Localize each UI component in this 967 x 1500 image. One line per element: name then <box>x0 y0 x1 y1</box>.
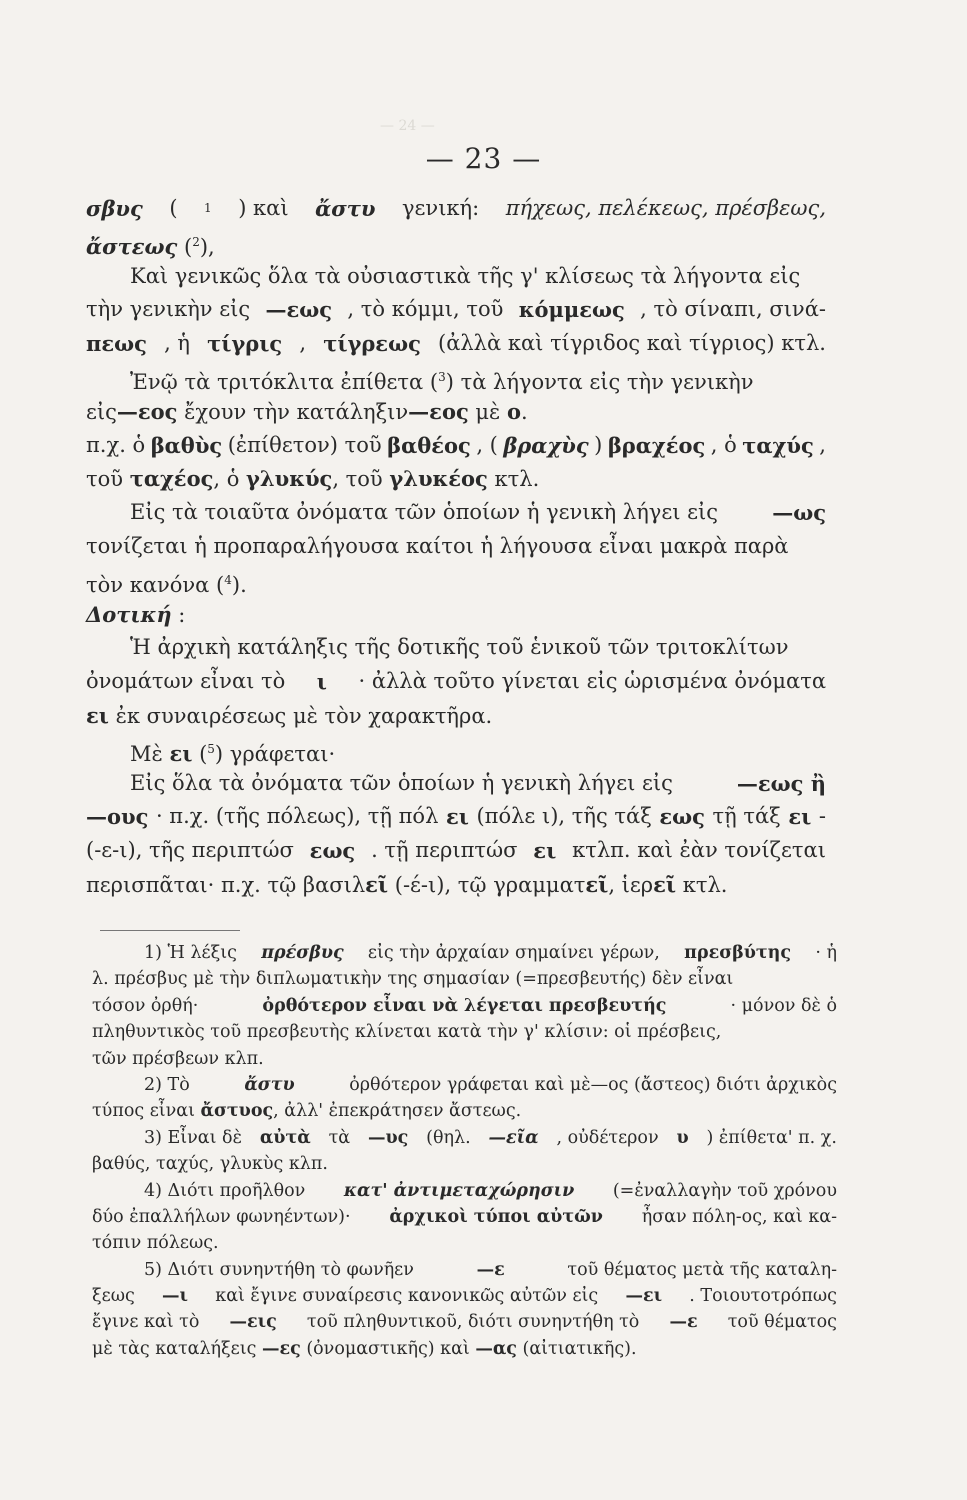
footnote-line <box>92 1072 837 1098</box>
bleed-through-text: — 24 — <box>380 118 435 134</box>
footnote-line <box>92 1204 837 1230</box>
text-run: βαθὺς <box>150 432 223 458</box>
text-run: 1) Ἡ λέξις <box>144 943 237 963</box>
text-run: ὀρθότερον εἶναι νὰ λέγεται πρεσβευτής <box>262 995 667 1016</box>
footnote-ref: 2 <box>192 234 200 249</box>
text-run: κόμμεως <box>518 297 625 323</box>
text-run: ο <box>507 398 522 424</box>
text-run: , <box>299 331 307 356</box>
text-run: ) γράφεται· <box>214 741 336 766</box>
text-run: · π.χ. (τῆς πόλεως), τῇ πόλ <box>155 804 439 829</box>
text-run: κτλ. <box>676 872 728 897</box>
body-line <box>86 496 826 530</box>
text-run: —εως <box>265 297 333 323</box>
body-line <box>86 665 826 699</box>
text-run: , τὸ κόμμι, τοῦ <box>347 297 504 322</box>
text-run: ταχύς <box>742 432 814 458</box>
text-run: —υς <box>367 1127 409 1148</box>
text-run: (ὀνομαστικῆς) καὶ <box>300 1338 476 1359</box>
text-run: ), <box>199 234 215 259</box>
body-line <box>86 192 826 226</box>
text-run: εἰς <box>86 399 117 424</box>
body-line <box>86 361 826 395</box>
text-run: τίγρεως <box>323 331 421 357</box>
text-run: τοῦ θέματος μετὰ τῆς καταλη- <box>567 1259 837 1280</box>
text-run: . <box>521 399 528 424</box>
text-run: Ἐνῷ τὰ τριτόκλιτα ἐπίθετα ( <box>130 369 439 394</box>
text-run: εως <box>659 804 705 830</box>
text-run: , τοῦ <box>332 467 390 492</box>
text-run: —ες <box>261 1338 301 1359</box>
text-run: εως <box>309 838 356 864</box>
text-run: · ἡ <box>815 943 837 963</box>
body-line <box>86 395 826 429</box>
footnote-ref: 5 <box>207 741 215 756</box>
text-run: - <box>818 804 826 829</box>
body-line <box>86 327 826 361</box>
text-run: καὶ ἔγινε συναίρεσις κανονικῶς αὐτῶν εἰς <box>215 1286 599 1307</box>
footnote-ref: 1 <box>204 201 212 215</box>
text-run: (ἀλλὰ καὶ τίγριδος καὶ τίγριος) κτλ. <box>438 331 826 356</box>
text-run: τίγρις <box>207 331 283 357</box>
text-run: 3) Εἶναι δὲ <box>144 1127 242 1148</box>
text-run: —ε <box>669 1312 698 1333</box>
text-run: —ας <box>475 1338 517 1359</box>
page-number: — 23 — <box>425 142 542 175</box>
text-run: ( <box>192 741 208 766</box>
body-line <box>86 226 826 260</box>
text-run: 5) Διότι συνηντήθη τὸ φωνῆεν <box>144 1259 414 1280</box>
text-run: · μόνον δὲ ὁ <box>730 995 837 1016</box>
text-run: —ως <box>772 500 826 526</box>
text-run: τοῦ θέματος <box>727 1312 837 1333</box>
footnote-ref: 3 <box>438 369 446 384</box>
text-run: λ. πρέσβυς μὲ τὴν διπλωματικὴν της σημασίαν (=πρεσβευτής) δὲν εἶναι <box>92 969 734 990</box>
text-run: γλυκύς <box>246 466 333 492</box>
text-run: ( <box>169 196 178 220</box>
text-run: ἄστυος <box>200 1101 274 1122</box>
text-run: ( <box>177 234 193 259</box>
text-run: , τὸ σίναπι, σινά- <box>640 297 826 322</box>
text-run: ἄστυ <box>244 1074 295 1095</box>
text-run: Μὲ <box>130 741 170 766</box>
text-run: ξεως <box>92 1286 135 1307</box>
text-run: τόσον ὀρθή· <box>92 995 199 1016</box>
text-run: (ἐπίθετον) τοῦ <box>227 432 382 457</box>
text-run: ) <box>594 432 603 457</box>
text-run: (πόλε ι), τῆς τάξ <box>476 804 652 829</box>
footnote-line <box>92 1098 837 1124</box>
body-line <box>86 429 826 463</box>
text-run: —εις <box>229 1312 277 1333</box>
footnote-line <box>92 966 837 992</box>
text-run: —ι <box>162 1286 188 1307</box>
text-run: κτλ. <box>487 467 540 492</box>
footnote-line <box>92 1283 837 1309</box>
body-line <box>86 564 826 598</box>
footnote-line <box>92 993 837 1019</box>
footnote-line <box>92 1178 837 1204</box>
footnote-line <box>92 1019 837 1045</box>
text-run: · ἀλλὰ τοῦτο γίνεται εἰς ὡρισμένα ὀνόματα <box>358 669 826 694</box>
text-run: Ἡ ἀρχικὴ κατάληξις τῆς δοτικῆς τοῦ ἑνικοῦ τῶν τριτοκλίτων <box>130 635 789 660</box>
text-run: βαθέος <box>387 432 471 458</box>
text-run: , ἀλλ' ἐπεκράτησεν ἄστεως. <box>273 1101 522 1122</box>
footnote-line <box>92 1309 837 1335</box>
text-run: εῖ <box>365 871 389 897</box>
footnote-line <box>92 940 837 966</box>
text-run: ) τὰ λήγοντα εἰς τὴν γενικὴν <box>445 369 754 394</box>
text-run: , ὁ <box>213 467 247 492</box>
text-run: βραχέος <box>607 432 706 458</box>
text-run: αὐτὰ <box>259 1127 311 1148</box>
text-run: —ει <box>625 1286 663 1307</box>
text-run: Εἰς ὅλα τὰ ὀνόματα τῶν ὁποίων ἡ γενικὴ λήγει εἰς <box>130 770 673 795</box>
text-run: ). <box>231 572 247 597</box>
text-run: ει <box>169 740 193 766</box>
text-run: πρέσβυς <box>261 943 344 963</box>
text-run: π.χ. ὁ <box>86 432 146 457</box>
text-run: ἄστεως <box>86 233 178 259</box>
text-run: βαθύς, ταχύς, γλυκὺς κλπ. <box>92 1154 328 1175</box>
text-run: . Τοιουτοτρόπως <box>689 1286 837 1307</box>
footnote-line <box>92 1336 837 1362</box>
text-run: γενική: <box>402 196 480 220</box>
text-run: : <box>171 602 186 627</box>
body-line <box>86 800 826 834</box>
text-run: , <box>819 432 826 457</box>
text-run: πεως <box>86 331 147 357</box>
body-line <box>86 598 826 632</box>
text-run: ἄστυ <box>315 196 376 221</box>
body-line <box>86 834 826 868</box>
text-run: ἀρχικοὶ τύποι αὐτῶν <box>389 1206 603 1227</box>
text-run: σβυς <box>86 196 143 221</box>
text-run: ὀνομάτων εἶναι τὸ <box>86 669 286 694</box>
text-run: εῖ <box>653 871 677 897</box>
footnote-line <box>92 1151 837 1177</box>
text-run: ι <box>316 669 327 695</box>
text-run: πληθυντικὸς τοῦ πρεσβευτὴς κλίνεται κατὰ τὴν γ' κλίσιν: οἱ πρέσβεις, <box>92 1022 722 1043</box>
footnote-line <box>92 1125 837 1151</box>
text-run: , ὁ <box>710 432 737 457</box>
body-line <box>86 733 826 767</box>
text-run: ) ἐπίθετα' π. χ. <box>706 1127 837 1148</box>
text-run: —εος <box>408 398 469 424</box>
text-run: ει <box>533 838 557 864</box>
text-run: περισπᾶται· π.χ. τῷ βασιλ <box>86 872 366 897</box>
text-run: τὸν κανόνα ( <box>86 572 225 597</box>
text-run: μὲ <box>468 399 508 424</box>
body-line <box>86 293 826 327</box>
text-run: υ <box>676 1127 689 1148</box>
text-run: ἦσαν πόλη-ος, καὶ κα- <box>641 1206 837 1227</box>
footnote-divider <box>100 930 240 931</box>
text-run: Δοτική <box>86 601 172 627</box>
text-run: ὀρθότερον γράφεται καὶ μὲ—ος (ἄστεος) διότι ἀρχικὸς <box>349 1074 837 1095</box>
body-line <box>86 699 826 733</box>
footnote-line <box>92 1046 837 1072</box>
body-line <box>86 868 826 902</box>
text-run: εἰς τὴν ἀρχαίαν σημαίνει γέρων, <box>367 943 660 963</box>
text-run: βραχὺς <box>503 432 589 458</box>
text-run: ἐκ συναιρέσεως μὲ τὸν χαρακτῆρα. <box>108 703 493 728</box>
text-run: Καὶ γενικῶς ὅλα τὰ οὐσιαστικὰ τῆς γ' κλίσεως τὰ λήγοντα εἰς <box>130 263 801 288</box>
text-run: ἔχουν τὴν κατάληξιν <box>177 399 409 424</box>
body-line <box>86 530 826 564</box>
text-run: δύο ἐπαλλήλων φωνηέντων)· <box>92 1206 351 1227</box>
text-run: τοῦ πληθυντικοῦ, διότι συνηντήθη τὸ <box>306 1312 640 1333</box>
text-run: ει <box>445 804 469 830</box>
text-run: ει <box>86 702 109 728</box>
text-run: , ἱερ <box>608 872 654 897</box>
text-run: Εἰς τὰ τοιαῦτα ὀνόματα τῶν ὁποίων ἡ γενικὴ λήγει εἰς <box>130 500 718 525</box>
text-run: γλυκέος <box>389 466 488 492</box>
body-line <box>86 631 826 665</box>
text-run: —εος <box>116 398 178 424</box>
text-run: ταχέος <box>129 466 214 492</box>
text-run: —ους <box>86 804 149 830</box>
text-run: τὰ <box>328 1127 351 1148</box>
text-run: . τῇ περιπτώσ <box>371 838 518 863</box>
text-run: τῶν πρέσβεων κλπ. <box>92 1048 264 1069</box>
text-run: ἔγινε καὶ τὸ <box>92 1312 200 1333</box>
text-run: τονίζεται ἡ προπαραλήγουσα καίτοι ἡ λήγουσα εἶναι μακρὰ παρὰ <box>86 533 789 558</box>
text-run: (-ε-ι), τῆς περιπτώσ <box>86 838 294 863</box>
text-run: ) καὶ <box>238 196 289 220</box>
text-run: ει <box>788 804 812 830</box>
text-run: κτλπ. καὶ ἐὰν τονίζεται <box>572 838 826 863</box>
footnote-ref: 4 <box>224 572 232 587</box>
text-run: 2) Τὸ <box>144 1074 190 1095</box>
text-run: 4) Διότι προῆλθον <box>144 1180 306 1201</box>
text-run: (θηλ. <box>426 1127 471 1148</box>
body-line <box>86 260 826 294</box>
main-text <box>86 192 826 902</box>
text-run: (-έ-ι), τῷ γραμματ <box>388 872 586 897</box>
footnote-line <box>92 1230 837 1256</box>
text-run: τύπος εἶναι <box>92 1101 201 1122</box>
text-run: πρεσβύτης <box>684 943 792 963</box>
body-line <box>86 462 826 496</box>
text-run: τοῦ <box>86 467 130 492</box>
text-run: (αἰτιατικῆς). <box>516 1338 637 1359</box>
body-line <box>86 767 826 801</box>
text-run: τῇ τάξ <box>712 804 781 829</box>
text-run: , οὐδέτερον <box>556 1127 659 1148</box>
text-run: τὴν γενικὴν εἰς <box>86 297 251 322</box>
text-run: —εῖα <box>488 1127 539 1148</box>
text-run: , ( <box>476 432 498 457</box>
text-run: , ἡ <box>164 331 190 356</box>
footnote-line <box>92 1257 837 1283</box>
text-run: εῖ <box>585 871 609 897</box>
text-run: μὲ τὰς καταλήξεις <box>92 1338 262 1359</box>
text-run: —εως ἢ <box>736 770 826 796</box>
text-run: —ε <box>476 1259 505 1280</box>
text-run: (=ἐναλλαγὴν τοῦ χρόνου <box>612 1180 837 1201</box>
footnotes <box>92 940 837 1362</box>
text-run: κατ' ἀντιμεταχώρησιν <box>343 1180 575 1201</box>
text-run: τόπιν πόλεως. <box>92 1233 219 1254</box>
text-run: πήχεως, πελέκεως, πρέσβεως, <box>505 196 826 220</box>
